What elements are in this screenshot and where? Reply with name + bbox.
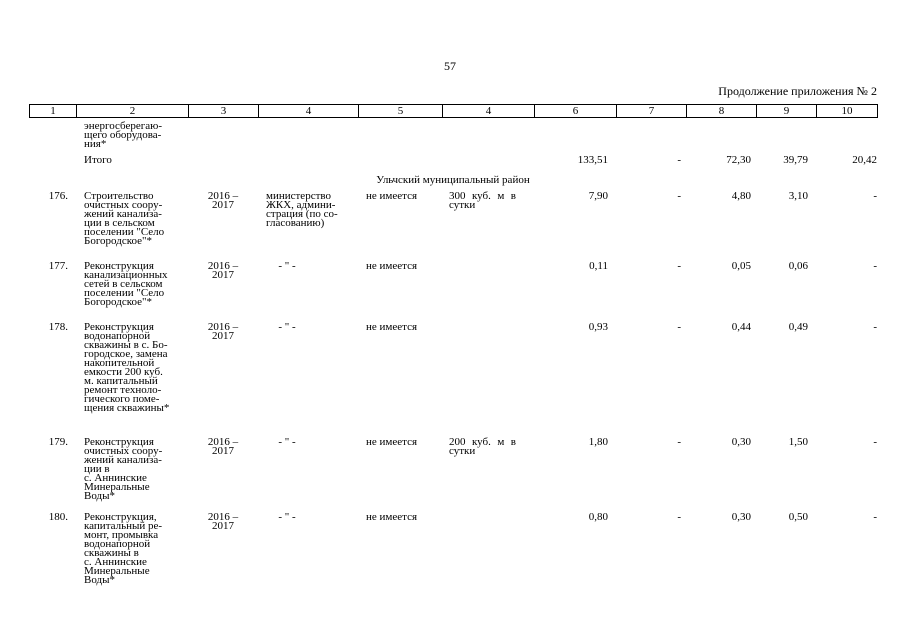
- header-col-4: 4: [259, 105, 359, 118]
- total-v8: 72,30: [726, 154, 751, 166]
- header-col-10: 9: [757, 105, 817, 118]
- carryover-name: энергосберегаю- щего оборудова- ния*: [84, 120, 163, 150]
- row-v7: -: [677, 321, 681, 333]
- header-col-6: 4: [443, 105, 535, 118]
- row-v10: -: [873, 190, 877, 202]
- row-v7: -: [677, 190, 681, 202]
- row-capacity: 200 куб. м в сутки: [449, 436, 516, 457]
- table-row: [29, 323, 877, 438]
- row-v6: 0,93: [588, 321, 608, 333]
- row-years: 2016 – 2017: [207, 511, 239, 532]
- row-v10: -: [873, 321, 877, 333]
- row-v9: 3,10: [788, 190, 808, 202]
- row-number: 179.: [48, 436, 68, 448]
- table-row: [29, 262, 877, 323]
- row-v7: -: [677, 511, 681, 523]
- measures-table: [29, 122, 877, 593]
- row-capacity: [442, 513, 534, 593]
- row-v10: -: [873, 260, 877, 272]
- header-col-7: 6: [535, 105, 617, 118]
- header-col-8: 7: [617, 105, 687, 118]
- row-number: 180.: [48, 511, 68, 523]
- row-v10: -: [873, 436, 877, 448]
- total-v7: -: [677, 154, 681, 166]
- row-name: Реконструкция водонапорной скважины в с. Бо- городское, замена накопительной емкости 200 куб. м. капитальный ремонт техноло- гического поме- щения скважины*: [84, 321, 170, 414]
- row-v6: 7,90: [588, 190, 608, 202]
- row-years: 2016 – 2017: [207, 190, 239, 211]
- district-title: Ульчский муниципальный район: [376, 174, 530, 186]
- row-plan: не имеется: [366, 511, 418, 523]
- header-col-9: 8: [687, 105, 757, 118]
- row-number: 176.: [48, 190, 68, 202]
- total-v10: 20,42: [852, 154, 877, 166]
- row-name: Реконструкция, капитальный ре- монт, промывка водонапорной скважины в с. Аннинские Минеральные Воды*: [84, 511, 163, 586]
- row-v9: 0,49: [788, 321, 808, 333]
- row-plan: не имеется: [366, 321, 418, 333]
- page-number: 57: [444, 59, 456, 73]
- carryover-row: [29, 122, 877, 149]
- row-years: 2016 – 2017: [207, 436, 239, 457]
- total-v6: 133,51: [577, 154, 608, 166]
- header-col-1: 1: [30, 105, 77, 118]
- row-number: 178.: [48, 321, 68, 333]
- row-v7: -: [677, 436, 681, 448]
- row-v6: 1,80: [588, 436, 608, 448]
- row-executor: - " -: [278, 260, 296, 272]
- total-v9: 39,79: [783, 154, 808, 166]
- row-capacity: 300 куб. м в сутки: [449, 190, 516, 211]
- row-v6: 0,80: [588, 511, 608, 523]
- row-v10: -: [873, 511, 877, 523]
- row-v8: 0,44: [731, 321, 751, 333]
- table-row: [29, 192, 877, 262]
- row-v9: 1,50: [788, 436, 808, 448]
- row-name: Строительство очистных соору- жений канализа- ции в сельском поселении "Село Богородское"*: [84, 190, 165, 247]
- column-number-header: [29, 104, 878, 118]
- row-executor: - " -: [278, 321, 296, 333]
- row-capacity: [442, 323, 534, 438]
- table-row: [29, 438, 877, 513]
- row-executor: - " -: [278, 436, 296, 448]
- row-name: Реконструкция канализационных сетей в сельском поселении "Село Богородское"*: [84, 260, 168, 308]
- total-row: [29, 156, 877, 176]
- row-executor: министерство ЖКХ, админи- страция (по со- гласованию): [266, 190, 338, 229]
- total-label: Итого: [84, 154, 112, 166]
- row-years: 2016 – 2017: [207, 321, 239, 342]
- row-v8: 0,05: [731, 260, 751, 272]
- table-row: [29, 513, 877, 593]
- continuation-note: Продолжение приложения № 2: [718, 84, 877, 98]
- row-plan: не имеется: [366, 260, 418, 272]
- row-plan: не имеется: [366, 190, 418, 202]
- row-name: Реконструкция очистных соору- жений канализа- ции в с. Аннинские Минеральные Воды*: [84, 436, 163, 502]
- row-plan: не имеется: [366, 436, 418, 448]
- row-v9: 0,50: [788, 511, 808, 523]
- header-col-11: 10: [817, 105, 878, 118]
- row-number: 177.: [48, 260, 68, 272]
- row-capacity: [442, 262, 534, 323]
- row-years: 2016 – 2017: [207, 260, 239, 281]
- row-v8: 4,80: [731, 190, 751, 202]
- row-v6: 0,11: [589, 260, 608, 272]
- row-executor: - " -: [278, 511, 296, 523]
- row-v9: 0,06: [788, 260, 808, 272]
- header-col-2: 2: [77, 105, 189, 118]
- row-v7: -: [677, 260, 681, 272]
- row-v8: 0,30: [731, 436, 751, 448]
- header-col-5: 5: [359, 105, 443, 118]
- row-v8: 0,30: [731, 511, 751, 523]
- header-col-3: 3: [189, 105, 259, 118]
